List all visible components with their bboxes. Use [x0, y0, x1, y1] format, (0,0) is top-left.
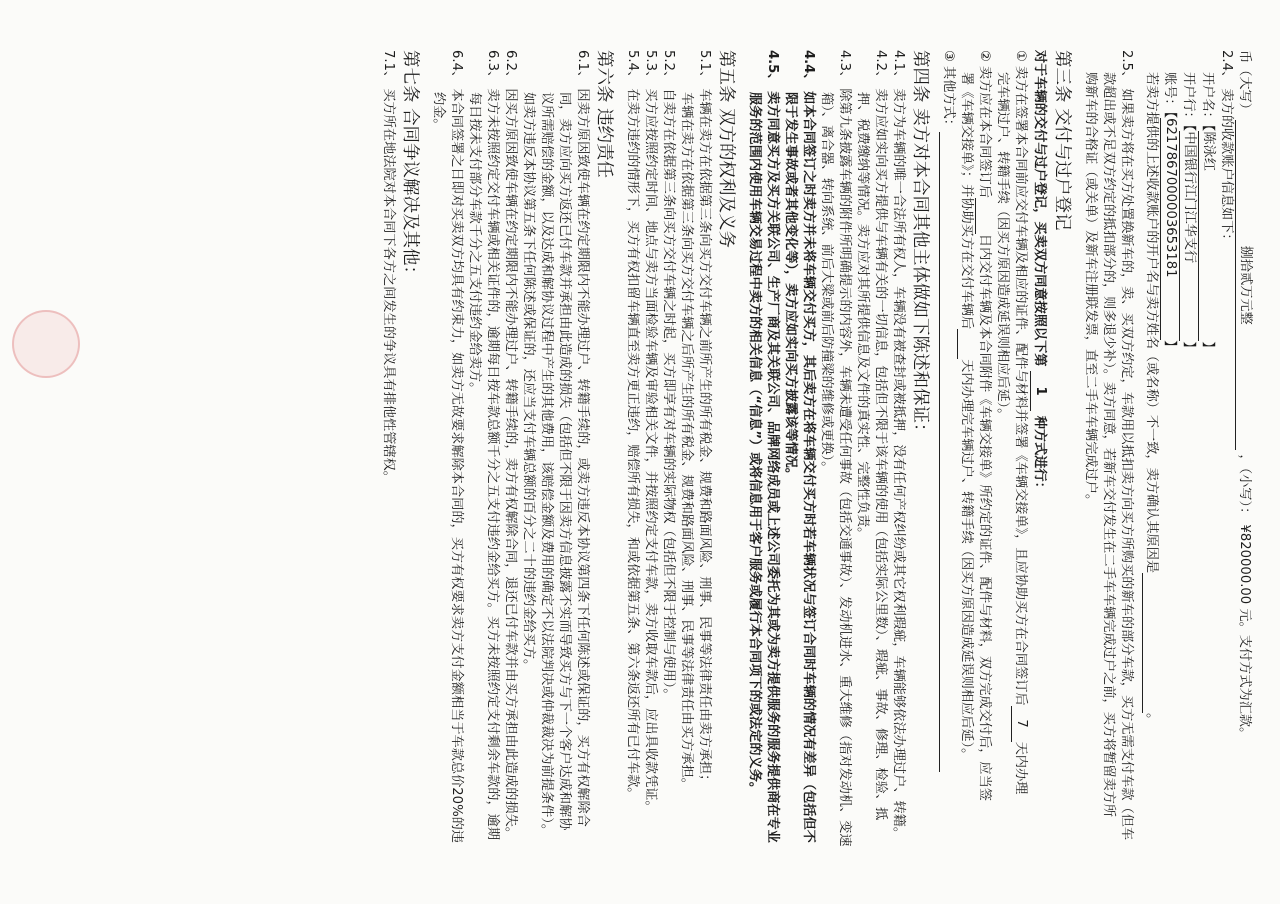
delivery-method-line: [1030, 50, 1049, 872]
text: 日内交付车辆及本合同附件《车辆交接单》所约定的证件、配件与材料，双方完成交付后，应当签: [977, 233, 992, 801]
clause-5-1: 车辆在卖方在依据第三条向买方交付车辆之后所产生的所有税金、规费和路面风险、刑事、民事等法律责任由买方承担。: [679, 92, 694, 791]
clause-6-4: 6.4、 本合同签署之日即对买卖双方均具有约束力，如卖方无故要求解除本合同的，买方有权要求卖方支付金额相当于车款总价20%的违: [449, 50, 464, 843]
clause-6-4: 约金。: [431, 92, 446, 132]
text: 】: [1181, 341, 1196, 355]
article-3-heading: 第三条 交付与过户登记: [1052, 50, 1072, 231]
text: 元。支付方式为汇款。: [1237, 608, 1252, 741]
text: 开户名：【: [1200, 72, 1215, 132]
option-3-line: [939, 50, 957, 872]
text: 账号：【: [1162, 72, 1177, 119]
account-mismatch-line: [1142, 50, 1160, 872]
text: ③ 其他方式：: [941, 50, 956, 132]
account-number-line: [1160, 50, 1179, 872]
clause-4-3: 4.3、 除第九条披露车辆的附件所明确提示的内容外，车辆未遭受任何事故（包括交通事故）、发动机进水、重大维修（指对发动机、变速: [837, 50, 852, 847]
account-name: 陈泳红: [1198, 131, 1217, 341]
clause-2-5: 购新车的合格证（或关单）及新车注册联发票，直至二手车车辆完成过户。: [1083, 72, 1098, 508]
clause-6-1: 6.1、 因卖方原因致使车辆在约定期限内不能办理过户、转籍手续的，或卖方违反本协议第四条下任何陈述或保证的，买方有权解除合: [575, 50, 590, 827]
text: 】: [1162, 340, 1177, 354]
clause-2-4: 2.4、 卖方的收款账户信息如下：: [1219, 50, 1234, 247]
clause-5-4: 5.4、 在卖方违约的情形下，买方有权扣留车辆直至卖方更正违约，赔偿所有损失，和或依据第五条、第六条返还所有已付车款。: [625, 50, 640, 801]
clause-4-4: 4.4、 如本合同签订之时卖方并未将车辆交付买方，其后卖方在将车辆交付买方时若车辆状况与签订合同时车辆的情况有差异（包括但不: [801, 50, 816, 843]
account-name-line: [1198, 50, 1217, 872]
article-5-heading: 第五条 双方的权利及义务: [716, 50, 736, 249]
article-4-heading: 第四条 卖方对本合同其他主体做如下陈述和保证：: [910, 50, 930, 441]
text: 。: [1144, 713, 1159, 727]
amount-number: ¥820000.00: [1237, 524, 1252, 605]
clause-4-5: 服务的范围内使用车辆交易过程中卖方的相关信息（“信息”）或将信息用于客户服务或履行本合同项下的或法定的义务。: [747, 92, 762, 796]
option-1-line: [1011, 50, 1030, 872]
clause-6-1: 同，卖方应向买方返还已付车款并承担由此造成的损失（包括但不限于因卖方信息披露不实而导致买方与下一个客户达成和解协: [557, 92, 572, 831]
bank-line: [1179, 50, 1198, 872]
option-2-line: [975, 50, 993, 872]
clause-7-1: 7.1、 买方所在地法院对本合同下各方之间发生的争议具有排他性管辖权。: [381, 50, 396, 484]
text: 币（大写）: [1237, 50, 1252, 116]
clause-4-2: 4.2、 卖方应如实向买方提供与车辆有关的一切信息，包括但不限于该车辆的使用（包括实际公里数）、瑕疵、事故、修理、检验、抵: [873, 50, 888, 821]
text: 署《车辆交接单》；并协助买方在交付车辆后: [959, 72, 974, 330]
text: 天内办理: [1013, 741, 1028, 795]
clause-4-2: 押、税费缴纳等情况。卖方应对其所提供信息及文件的真实性、完整性负责。: [855, 92, 870, 541]
clause-6-2: 6.2、 因买方原因致使车辆在约定期限内不能办理过户、转籍手续的，卖方有权解除合同，退还已付车款并由买方承担由此造成的损失。: [503, 50, 518, 841]
method-number: 1: [1030, 371, 1049, 411]
days-count: 7: [1011, 706, 1030, 742]
text: 对于车辆的交付与过户登记，买卖双方同意按照以下第: [1032, 50, 1047, 367]
clause-2-5: 2.5、 如果卖方将在买方处置换新车的，卖、买双方约定，车款用以抵扣卖方向买方所购买的新车的部分车款，买方无需支付车款（但车: [1119, 50, 1134, 841]
clause-4-3: 箱）、离合器、转向系统、前后大梁或前后防撞梁的维修或更换）。: [819, 92, 834, 475]
amount-words: 捌拾贰万元整: [1235, 120, 1254, 450]
option-2-line: [957, 50, 975, 872]
clause-4-1: 4.1、 卖方为车辆的唯一合法所有权人，车辆没有被查封或被抵押，没有任何产权纠纷或其它权利瑕疵，车辆能够依法办理过户、转籍。: [891, 50, 906, 841]
text: 】: [1200, 341, 1215, 355]
payment-amount-line: [1235, 50, 1254, 872]
text: ② 卖方应在本合同签订后: [977, 50, 992, 198]
clause-6-1: 议所需赔偿的金额，以及达成和解协议过程中产生的其他费用，该赔偿金额及费用的确定不以法院判决或仲裁裁决为前提条件）。: [539, 92, 554, 838]
clause-6-3: 每日按未支付部分车款千分之五支付违约金给卖方。: [467, 92, 482, 396]
clause-5-2: 5.2、 自卖方在依据第三条向买方交付车辆之时起，买方即享有对车辆的实际物权（包括但不限于控制与使用）。: [661, 50, 676, 702]
clause-6-1: 如卖方违反本协议第五条下任何陈述或保证的，还应当支付车辆总额的百分之二十的违约金给买方。: [521, 92, 536, 673]
option-1-line: 完车辆过户、转籍手续（因买方原因造成延误则相应后延）。: [995, 72, 1010, 422]
text: ，（小写）：: [1237, 454, 1252, 521]
bank-name: 中国银行江门江华支行: [1179, 131, 1198, 341]
text: ① 卖方在签署本合同前应交付车辆及相应的证件、配件与材料并签署《车辆交接单》，且应协助买方在合同签订后: [1013, 50, 1028, 706]
article-6-heading: 第六条 违约责任: [594, 50, 614, 179]
text: 种方式进行：: [1032, 415, 1047, 495]
account-number: 6217867000003653181: [1160, 118, 1179, 340]
text: 天内办理完车辆过户、转籍手续（因买方原因造成延误则相应后延）。: [959, 359, 974, 762]
text: 开户行：【: [1181, 72, 1196, 132]
clause-5-3: 5.3、 买方应按照约定时间、地点与卖方当面检验车辆及审验相关文件，并按照约定支付车款，卖方收取车款后，应出具收款凭证。: [643, 50, 658, 814]
clause-4-4: 限于发生事故或者其他变化等），卖方应如实向买方披露该等情况。: [783, 92, 798, 482]
clause-6-3: 6.3、 卖方未按照约定交付车辆或相关证件的，逾期每日按车款总额千分之五支付违约金给买方。买方未按照约定支付剩余车款的，逾期: [485, 50, 500, 841]
clause-4-5: 4.5、 卖方同意买方及买方关联公司、生产厂商及其关联公司、品牌网络成员或上述公司委托为其或为卖方提供服务的服务提供商在专业: [765, 50, 780, 843]
clause-2-5: 款超出或不足双方约定的抵扣部分的，则多退少补）。卖方同意，若新车交付发生在二手车车辆完成过户之前，买方将暂留卖方所: [1101, 72, 1116, 818]
clause-5-1: 5.1、 车辆在卖方在依据第三条向买方交付车辆之前所产生的所有税金、规费和路面风险、刑事、民事等法律责任由卖方承担；: [697, 50, 712, 788]
text: 若卖方提供的上述收款账户的开户名与卖方姓名（或名称）不一致，卖方确认其原因是: [1144, 72, 1159, 574]
article-7-heading: 第七条 合同争议解决及其他：: [400, 50, 420, 284]
